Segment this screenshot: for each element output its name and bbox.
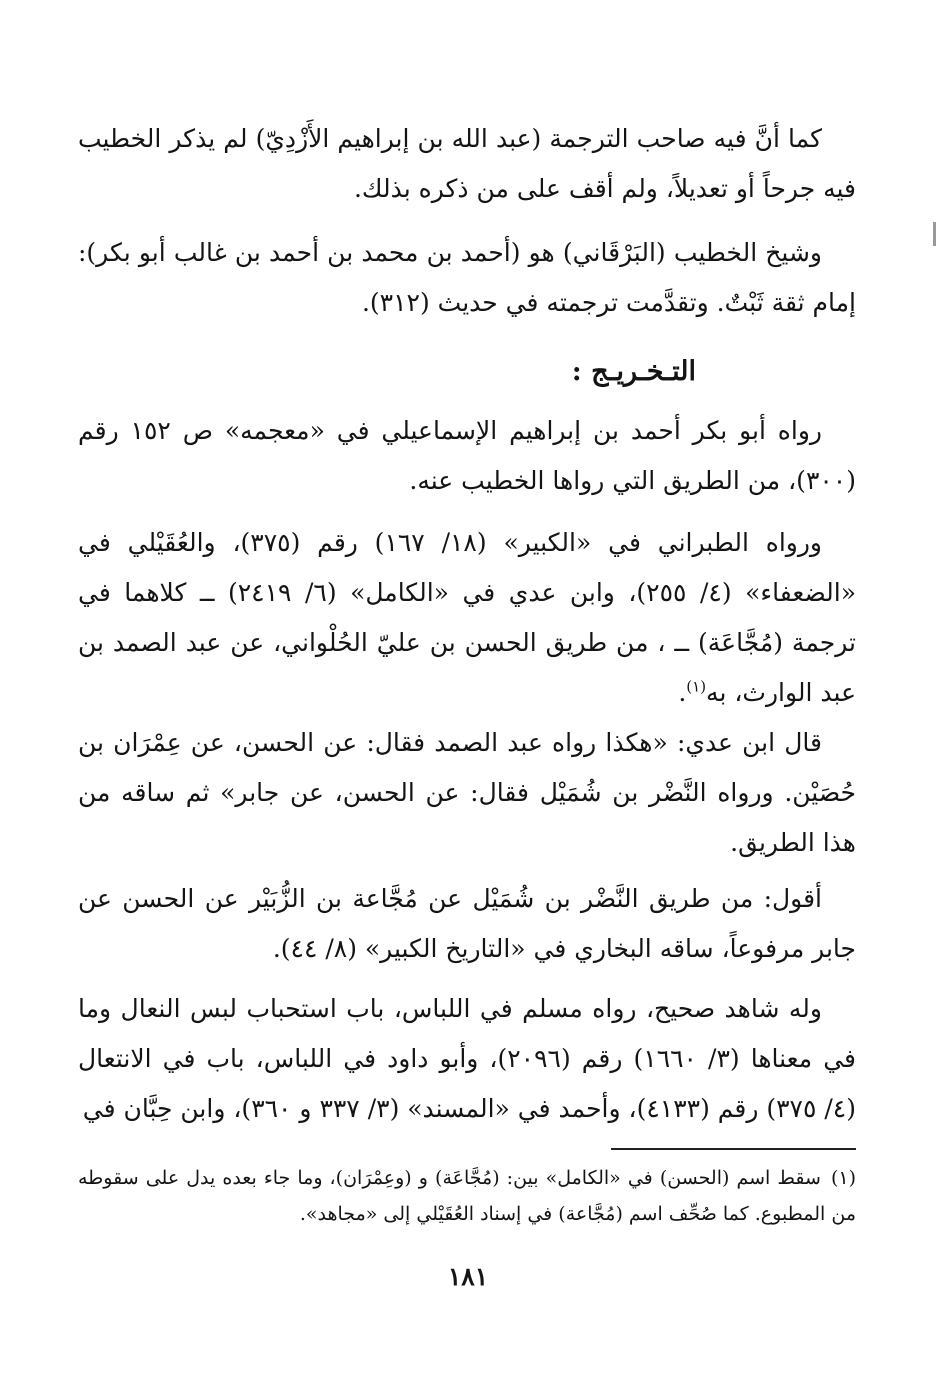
paragraph-ismaili: رواه أبو بكر أحمد بن إبراهيم الإسماعيلي في «معجمه» ص ١٥٢ رقم (٣٠٠)، من الطريق التي رواها الخطيب عنه.: [78, 416, 856, 495]
paragraph-aqul: أقول: من طريق النَّضْر بن شُمَيْل عن مُجَّاعة بن الزُّبَيْر عن الحسن عن جابر مرفوعاً، ساقه البخاري في «التاريخ الكبير» (٨/ ٤٤).: [78, 884, 856, 963]
paragraph-narrator-note: كما أنَّ فيه صاحب الترجمة (عبد الله بن إبراهيم الأَزْدِيّ) لم يذكر الخطيب فيه جرحاً أو تعديلاً، ولم أقف على من ذكره بذلك.: [78, 124, 856, 203]
page-number: ١٨١: [447, 1262, 489, 1291]
footnote: [78, 1160, 856, 1232]
paragraph-shaykh-khatib: وشيخ الخطيب (البَرْقَاني) هو (أحمد بن محمد بن أحمد بن غالب أبو بكر): إمام ثقة ثَبْتٌ. وتقدَّمت ترجمته في حديث (٣١٢).: [78, 238, 856, 317]
section-heading-takhrij: التـخـريـج :: [571, 356, 696, 387]
paragraph-shahid: وله شاهد صحيح، رواه مسلم في اللباس، باب استحباب لبس النعال وما في معناها (٣/ ١٦٦٠) رقم (٢٠٩٦)، وأبو داود في اللباس، باب في الانتعال (٤/ ٣٧٥) رقم (٤١٣٣)، وأحمد في «المسند» (٣/ ٣٣٧ و ٣٦٠)، وابن حِبَّان في: [78, 994, 856, 1123]
paragraph-ibn-adi: قال ابن عدي: «هكذا رواه عبد الصمد فقال: عن الحسن، عن عِمْرَان بن حُصَيْن. ورواه النَّضْر بن شُمَيْل فقال: عن الحسن، عن جابر» ثم ساقه من هذا الطريق.: [78, 728, 856, 857]
paragraph-tabarani: [78, 518, 856, 718]
paragraph-tabarani-text: ورواه الطبراني في «الكبير» (١٨/ ١٦٧) رقم (٣٧٥)، والعُقَيْلي في «الضعفاء» (٤/ ٢٥٥)، وابن عدي في «الكامل» (٦/ ٢٤١٩) ــ كلاهما في ترجمة (مُجَّاعَة) ــ ، من طريق الحسن بن عليّ الحُلْواني، عن عبد الصمد بن عبد الوارث، به: [78, 528, 856, 707]
footnote-reference: (١): [686, 677, 707, 696]
footnote-text: سقط اسم (الحسن) في «الكامل» بين: (مُجَّاعَة) و (وعِمْرَان)، وما جاء بعده يدل على سقوطه من المطبوع. كما صُحِّف اسم (مُجَّاعة) في إسناد العُقَيْلي إلى «مجاهد».: [78, 1167, 856, 1225]
footnote-separator: [611, 1148, 856, 1150]
footnote-number: (١): [830, 1167, 856, 1189]
paragraph-tabarani-end: .: [678, 678, 687, 707]
